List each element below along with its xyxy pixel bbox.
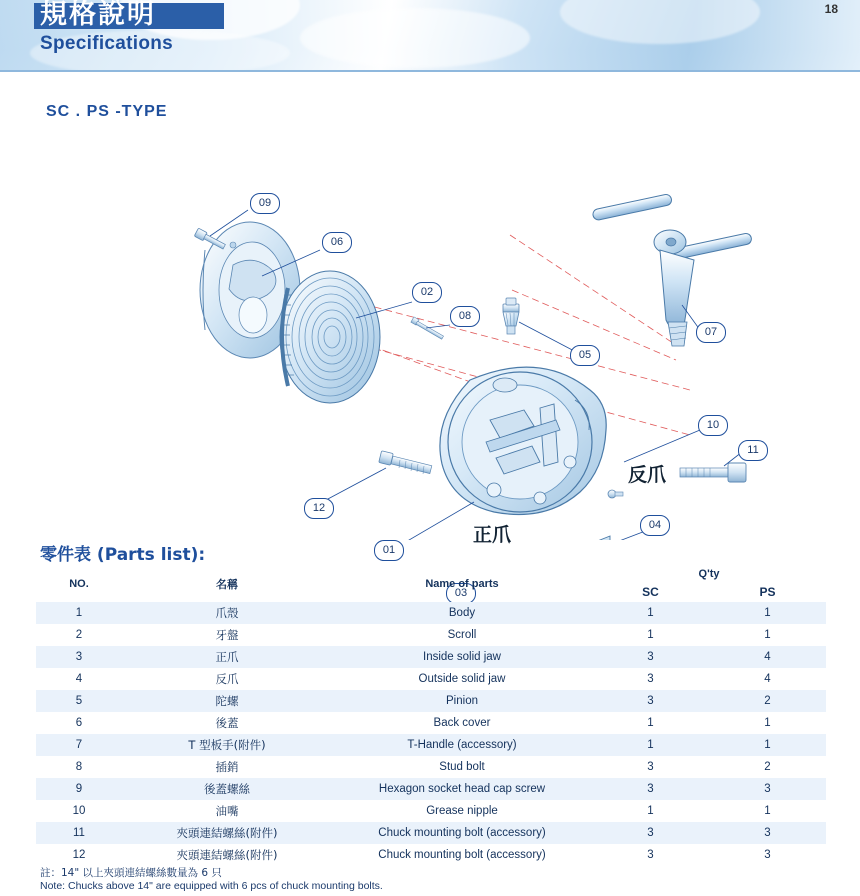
callout-07: 07: [696, 322, 726, 343]
parts-list-table: [36, 566, 826, 866]
cloud-decoration: [300, 8, 530, 68]
table-row: [36, 756, 826, 778]
table-row: [36, 712, 826, 734]
header-divider: [0, 70, 860, 72]
note-en: Note: Chucks above 14" are equipped with 6 pcs of chuck mounting bolts.: [40, 880, 383, 892]
part-chuck-mounting-bolt-left: [379, 451, 432, 474]
cell-name-cn: T 型板手(附件): [188, 738, 266, 752]
th-qty-sc: SC: [642, 584, 659, 599]
table-row: [36, 778, 826, 800]
cell-no: 4: [75, 673, 83, 685]
diagram-svg: [0, 90, 860, 540]
cell-qty-ps: 3: [764, 827, 771, 839]
parts-table-head: [36, 566, 826, 602]
callout-02: 02: [412, 282, 442, 303]
page-number: 18: [824, 2, 838, 16]
cell-name-en: Scroll: [447, 629, 477, 641]
callout-01: 01: [374, 540, 404, 561]
cell-name-en: Stud bolt: [439, 761, 485, 773]
part-scroll: [280, 271, 380, 403]
cell-qty-ps: 1: [764, 805, 771, 817]
cell-qty-ps: 3: [764, 783, 771, 795]
cell-qty-ps: 1: [764, 607, 771, 619]
cell-qty-sc: 1: [647, 739, 654, 751]
table-row: [36, 690, 826, 712]
cell-name-cn: 牙盤: [215, 628, 239, 642]
table-row: [36, 734, 826, 756]
cell-qty-sc: 1: [647, 607, 654, 619]
callout-05: 05: [570, 345, 600, 366]
part-t-handle: [592, 193, 752, 346]
cell-qty-ps: 2: [764, 761, 771, 773]
cell-no: 9: [75, 783, 83, 795]
callout-10: 10: [698, 415, 728, 436]
callout-06: 06: [322, 232, 352, 253]
part-pinion: [503, 298, 519, 334]
cell-no: 2: [75, 629, 83, 641]
cell-name-en: Outside solid jaw: [418, 673, 506, 685]
callout-11: 11: [738, 440, 768, 461]
header-title-en: Specifications: [40, 33, 174, 54]
cell-no: 7: [75, 739, 83, 751]
cell-qty-ps: 4: [764, 651, 771, 663]
cell-no: 10: [72, 805, 86, 817]
part-grease-nipple: [608, 490, 623, 498]
cell-qty-sc: 3: [647, 783, 654, 795]
type-title: SC . PS -TYPE: [46, 103, 168, 120]
cell-no: 11: [73, 827, 85, 839]
th-name-cn: 名稱: [216, 579, 238, 591]
cell-no: 5: [75, 695, 83, 707]
cell-qty-ps: 1: [764, 717, 771, 729]
callout-09: 09: [250, 193, 280, 214]
cell-name-en: Pinion: [446, 695, 478, 707]
cell-name-en: T-Handle (accessory): [407, 739, 517, 751]
cell-name-cn: 後蓋螺絲: [204, 782, 250, 796]
cell-qty-sc: 3: [647, 673, 654, 685]
cell-name-cn: 插銷: [215, 760, 239, 774]
cell-no: 12: [72, 849, 86, 861]
cell-no: 8: [75, 761, 83, 773]
part-chuck-mounting-bolt-right: [680, 463, 746, 482]
table-row: [36, 602, 826, 624]
callout-12: 12: [304, 498, 334, 519]
cell-name-cn: 油嘴: [215, 804, 239, 818]
cell-name-cn: 反爪: [215, 672, 239, 686]
parts-list-title: 零件表 (Parts list):: [40, 545, 206, 565]
cell-qty-ps: 4: [764, 673, 771, 685]
cell-name-cn: 陀螺: [215, 694, 239, 708]
table-row: [36, 668, 826, 690]
cell-no: 6: [75, 717, 83, 729]
cell-qty-sc: 1: [647, 717, 654, 729]
note-cn: 註：14" 以上夾頭連結螺絲數量為 6 只: [40, 867, 222, 879]
cell-name-cn: 後蓋: [215, 716, 239, 730]
part-outside-solid-jaw: [572, 536, 610, 540]
table-row: [36, 624, 826, 646]
cell-qty-ps: 2: [764, 695, 771, 707]
table-row: [36, 822, 826, 844]
cell-name-en: Chuck mounting bolt (accessory): [378, 827, 546, 839]
cell-name-cn: 爪殼: [215, 606, 239, 620]
cell-qty-sc: 1: [647, 805, 654, 817]
callout-08: 08: [450, 306, 480, 327]
cell-name-en: Body: [448, 607, 476, 619]
th-no: NO.: [69, 578, 89, 590]
cell-name-en: Back cover: [433, 717, 491, 729]
th-qty-ps: PS: [759, 584, 776, 599]
cell-qty-ps: 3: [764, 849, 771, 861]
part-body: [440, 367, 606, 514]
cell-name-en: Inside solid jaw: [423, 651, 501, 663]
table-row: [36, 844, 826, 866]
cell-name-en: Chuck mounting bolt (accessory): [378, 849, 546, 861]
th-qty: Q'ty: [698, 567, 720, 580]
callout-03: 03: [446, 583, 476, 604]
cell-qty-sc: 3: [647, 849, 654, 861]
header-title-cn: 規格說明: [40, 0, 156, 30]
cell-qty-sc: 3: [647, 695, 654, 707]
cell-qty-sc: 1: [647, 629, 654, 641]
table-row: [36, 646, 826, 668]
cell-qty-sc: 3: [647, 761, 654, 773]
cell-name-en: Hexagon socket head cap screw: [378, 783, 546, 795]
table-row: [36, 800, 826, 822]
cell-qty-ps: 1: [764, 739, 771, 751]
cell-name-cn: 正爪: [215, 650, 239, 664]
cell-qty-sc: 3: [647, 827, 654, 839]
cell-name-cn: 夾頭連結螺絲(附件): [176, 848, 278, 862]
cell-name-cn: 夾頭連結螺絲(附件): [176, 826, 278, 840]
parts-table-body: [36, 602, 826, 866]
cell-qty-sc: 3: [647, 651, 654, 663]
inside-jaw-label: 正爪: [473, 524, 512, 546]
cell-qty-ps: 1: [764, 629, 771, 641]
cell-no: 1: [75, 607, 83, 619]
callout-04: 04: [640, 515, 670, 536]
outside-jaw-label: 反爪: [628, 464, 667, 486]
page-header: [0, 0, 860, 72]
cell-no: 3: [75, 651, 83, 663]
th-name-en: Name of parts: [425, 578, 499, 590]
cell-name-en: Grease nipple: [426, 805, 498, 817]
